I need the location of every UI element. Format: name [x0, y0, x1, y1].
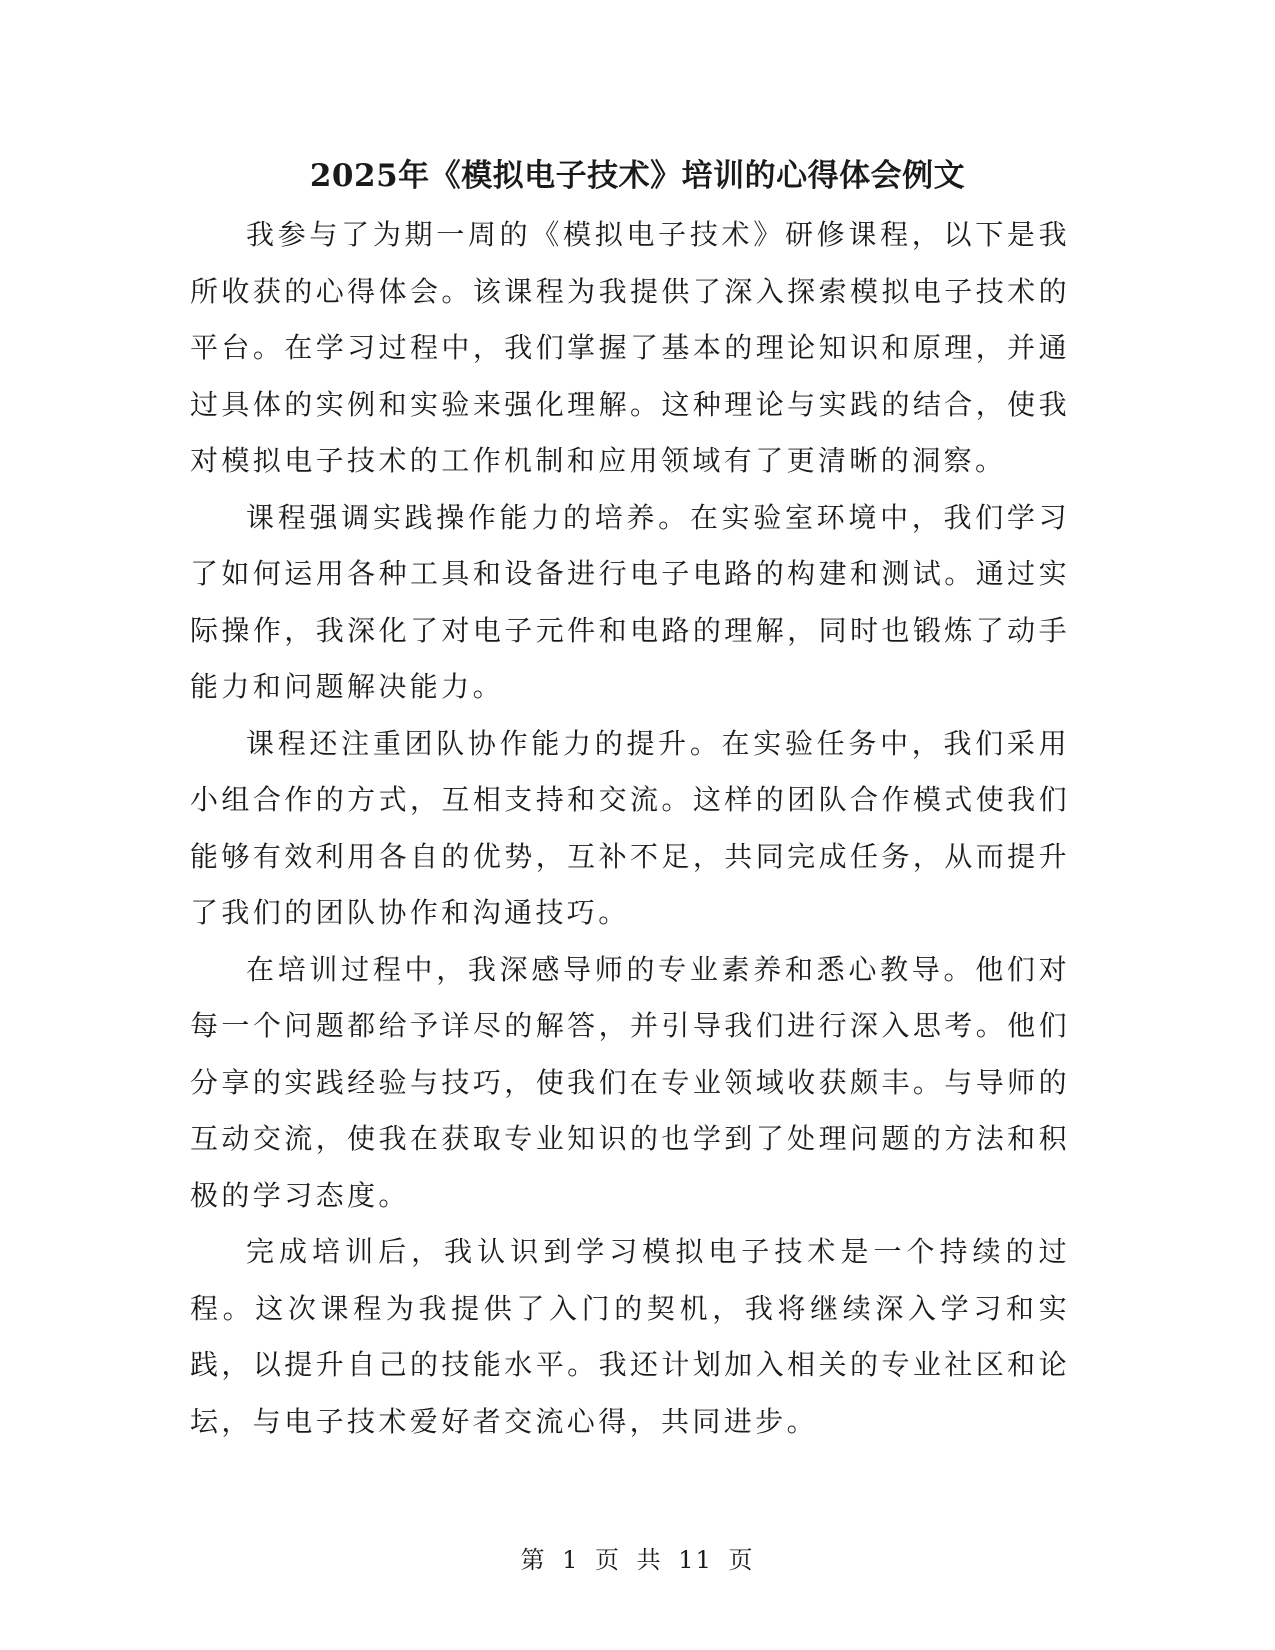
document-title: 2025年《模拟电子技术》培训的心得体会例文: [309, 158, 966, 194]
paragraph-2: 课程强调实践操作能力的培养。在实验室环境中，我们学习了如何运用各种工具和设备进行电子电路的构建和测试。通过实际操作，我深化了对电子元件和电路的理解，同时也锻炼了动手能力和问题解决能力。: [190, 500, 1070, 703]
paragraph-3: 课程还注重团队协作能力的提升。在实验任务中，我们采用小组合作的方式，互相支持和交流。这样的团队合作模式使我们能够有效利用各自的优势，互补不足，共同完成任务，从而提升了我们的团队协作和沟通技巧。: [190, 726, 1070, 929]
document-body: [190, 207, 1070, 1450]
paragraph-4: 在培训过程中，我深感导师的专业素养和悉心教导。他们对每一个问题都给予详尽的解答，并引导我们进行深入思考。他们分享的实践经验与技巧，使我们在专业领域收获颇丰。与导师的互动交流，使我在获取专业知识的也学到了处理问题的方法和积极的学习态度。: [190, 952, 1070, 1212]
page-number-footer: 第 1 页 共 11 页: [520, 1546, 755, 1574]
paragraph-5: 完成培训后，我认识到学习模拟电子技术是一个持续的过程。这次课程为我提供了入门的契机，我将继续深入学习和实践，以提升自己的技能水平。我还计划加入相关的专业社区和论坛，与电子技术爱好者交流心得，共同进步。: [190, 1235, 1070, 1438]
paragraph-1: 我参与了为期一周的《模拟电子技术》研修课程，以下是我所收获的心得体会。该课程为我提供了深入探索模拟电子技术的平台。在学习过程中，我们掌握了基本的理论知识和原理，并通过具体的实例和实验来强化理解。这种理论与实践的结合，使我对模拟电子技术的工作机制和应用领域有了更清晰的洞察。: [190, 218, 1070, 477]
